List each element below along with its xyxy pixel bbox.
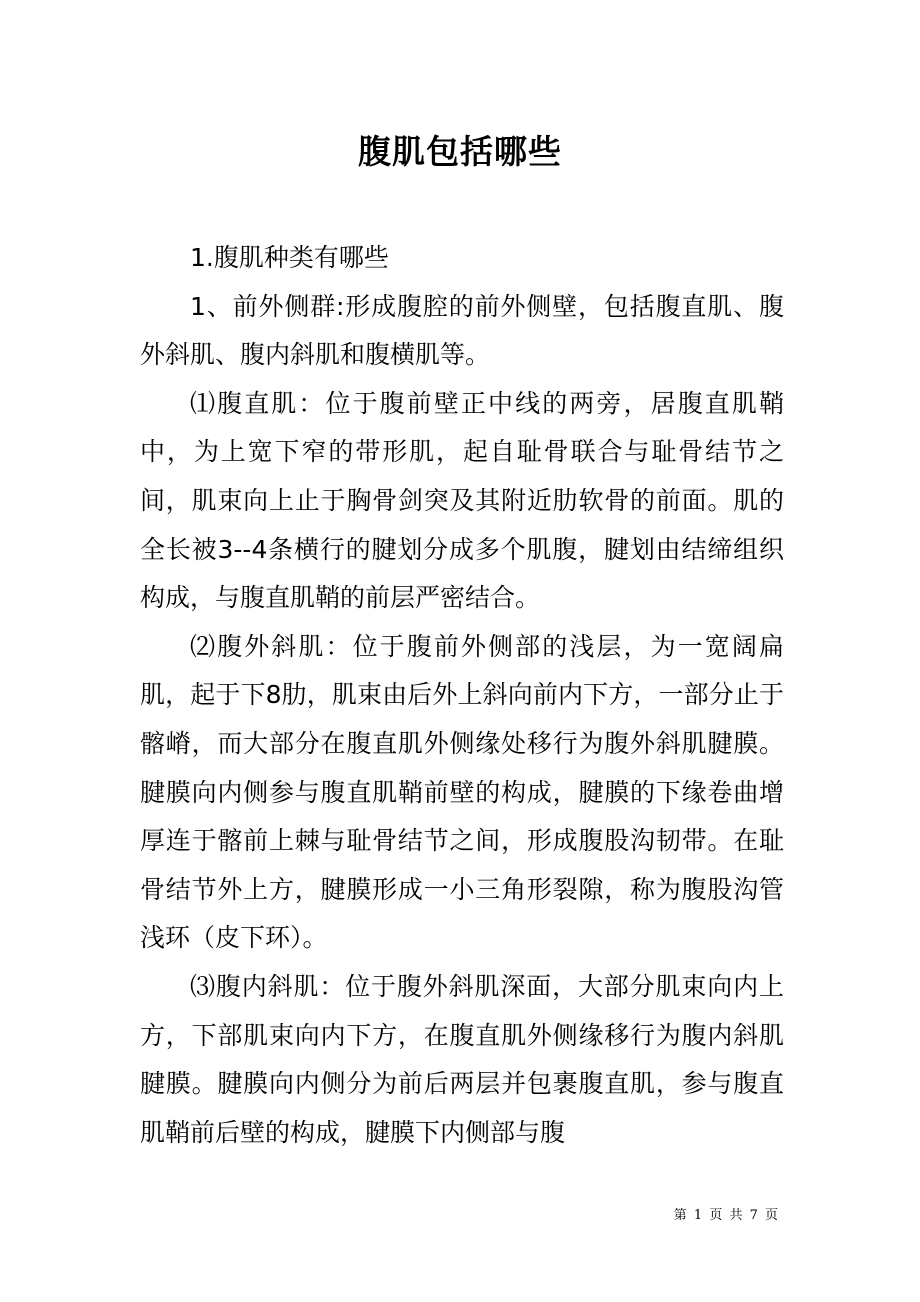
paragraph-rectus-abdominis: ⑴腹直肌：位于腹前壁正中线的两旁，居腹直肌鞘中，为上宽下窄的带形肌，起自耻骨联合与耻骨结节之间，肌束向上止于胸骨剑突及其附近肋软骨的前面。肌的全长被3--4条横行的腱划分成多个肌腹，腱划由结缔组织构成，与腹直肌鞘的前层严密结合。 bbox=[140, 388, 784, 613]
paragraph-anterolateral-group: 1、前外侧群:形成腹腔的前外侧壁，包括腹直肌、腹外斜肌、腹内斜肌和腹横肌等。 bbox=[140, 291, 784, 370]
page-number-footer: 第 1 页 共 7 页 bbox=[673, 1208, 778, 1223]
document-body bbox=[140, 234, 784, 1157]
paragraph-external-oblique: ⑵腹外斜肌：位于腹前外侧部的浅层，为一宽阔扁肌，起于下8肋，肌束由后外上斜向前内下方，一部分止于髂嵴，而大部分在腹直肌外侧缘处移行为腹外斜肌腱膜。腱膜向内侧参与腹直肌鞘前壁的构成，腱膜的下缘卷曲增厚连于髂前上棘与耻骨结节之间，形成腹股沟韧带。在耻骨结节外上方，腱膜形成一小三角形裂隙，称为腹股沟管浅环（皮下环）。 bbox=[140, 631, 784, 953]
paragraph-heading: 1.腹肌种类有哪些 bbox=[190, 243, 389, 272]
paragraph-internal-oblique: ⑶腹内斜肌：位于腹外斜肌深面，大部分肌束向内上方，下部肌束向内下方，在腹直肌外侧缘移行为腹内斜肌腱膜。腱膜向内侧分为前后两层并包裹腹直肌，参与腹直肌鞘前后壁的构成，腱膜下内侧部与腹 bbox=[140, 971, 784, 1147]
document-title: 腹肌包括哪些 bbox=[358, 132, 562, 171]
